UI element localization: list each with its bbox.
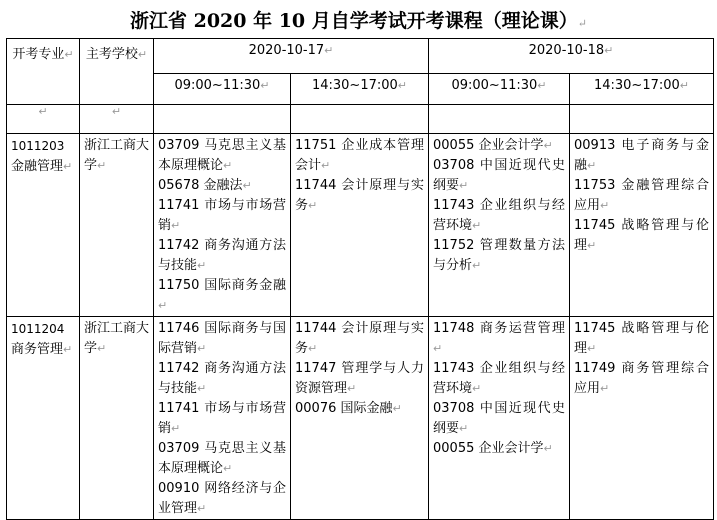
course-item: 11750 国际商务金融↵ <box>158 278 286 312</box>
spacer-row <box>7 105 714 134</box>
course-item: 05678 金融法↵ <box>158 178 252 193</box>
spacer-cell <box>154 105 291 134</box>
header-row-dates <box>7 39 714 74</box>
paragraph-mark: ↵ <box>577 17 587 30</box>
course-item: 00055 企业会计学↵ <box>433 138 553 153</box>
course-cell <box>291 134 429 317</box>
course-item: 03708 中国近现代史纲要↵ <box>433 401 565 436</box>
header-slot-4: 14:30~17:00↵ <box>570 74 714 105</box>
table-row <box>7 134 714 317</box>
course-item: 11744 会计原理与实务↵ <box>295 321 424 356</box>
header-slot-2: 14:30~17:00↵ <box>291 74 429 105</box>
course-item: 00076 国际金融↵ <box>295 401 402 416</box>
school-cell: 浙江工商大学↵ <box>80 317 154 520</box>
spacer-cell <box>291 105 429 134</box>
course-item: 11749 商务管理综合应用↵ <box>574 361 709 396</box>
major-cell: 1011204 商务管理↵ <box>7 317 80 520</box>
course-item: 03708 中国近现代史纲要↵ <box>433 158 565 193</box>
course-cell <box>429 317 570 520</box>
course-item: 00913 电子商务与金融↵ <box>574 138 709 173</box>
header-slot-3: 09:00~11:30↵ <box>429 74 570 105</box>
course-item: 11742 商务沟通方法与技能↵ <box>158 238 286 273</box>
spacer-cell: ↵ <box>7 105 80 134</box>
course-item: 11752 管理数量方法与分析↵ <box>433 238 565 273</box>
course-item: 11745 战略管理与伦理↵ <box>574 321 709 356</box>
course-item: 11745 战略管理与伦理↵ <box>574 218 709 253</box>
course-cell <box>154 134 291 317</box>
course-item: 11743 企业组织与经营环境↵ <box>433 198 565 233</box>
spacer-cell <box>429 105 570 134</box>
course-item: 11746 国际商务与国际营销↵ <box>158 321 286 356</box>
header-slot-1: 09:00~11:30↵ <box>154 74 291 105</box>
course-item: 11747 管理学与人力资源管理↵ <box>295 361 424 396</box>
course-item: 11741 市场与市场营销↵ <box>158 198 286 233</box>
course-cell <box>291 317 429 520</box>
table-row <box>7 317 714 520</box>
spacer-cell: ↵ <box>80 105 154 134</box>
course-cell <box>570 134 714 317</box>
course-item: 00910 网络经济与企业管理↵ <box>158 481 286 516</box>
course-item: 03709 马克思主义基本原理概论↵ <box>158 441 286 476</box>
course-item: 11744 会计原理与实务↵ <box>295 178 424 213</box>
course-cell <box>429 134 570 317</box>
header-date-2: 2020-10-18↵ <box>429 39 714 74</box>
course-item: 11742 商务沟通方法与技能↵ <box>158 361 286 396</box>
course-item: 03709 马克思主义基本原理概论↵ <box>158 138 286 173</box>
course-item: 11741 市场与市场营销↵ <box>158 401 286 436</box>
header-school: 主考学校↵ <box>80 39 154 105</box>
course-item: 11753 金融管理综合应用↵ <box>574 178 709 213</box>
header-major: 开考专业↵ <box>7 39 80 105</box>
course-item: 00055 企业会计学↵ <box>433 441 553 456</box>
header-date-1: 2020-10-17↵ <box>154 39 429 74</box>
major-cell: 1011203 金融管理↵ <box>7 134 80 317</box>
page-title: 浙江省 2020 年 10 月自学考试开考课程（理论课）↵ <box>129 10 587 32</box>
course-item: 11748 商务运营管理↵ <box>433 321 565 355</box>
course-item: 11751 企业成本管理会计↵ <box>295 138 424 173</box>
spacer-cell <box>570 105 714 134</box>
exam-schedule-table <box>6 38 714 520</box>
course-item: 11743 企业组织与经营环境↵ <box>433 361 565 396</box>
course-cell <box>570 317 714 520</box>
school-cell: 浙江工商大学↵ <box>80 134 154 317</box>
course-cell <box>154 317 291 520</box>
